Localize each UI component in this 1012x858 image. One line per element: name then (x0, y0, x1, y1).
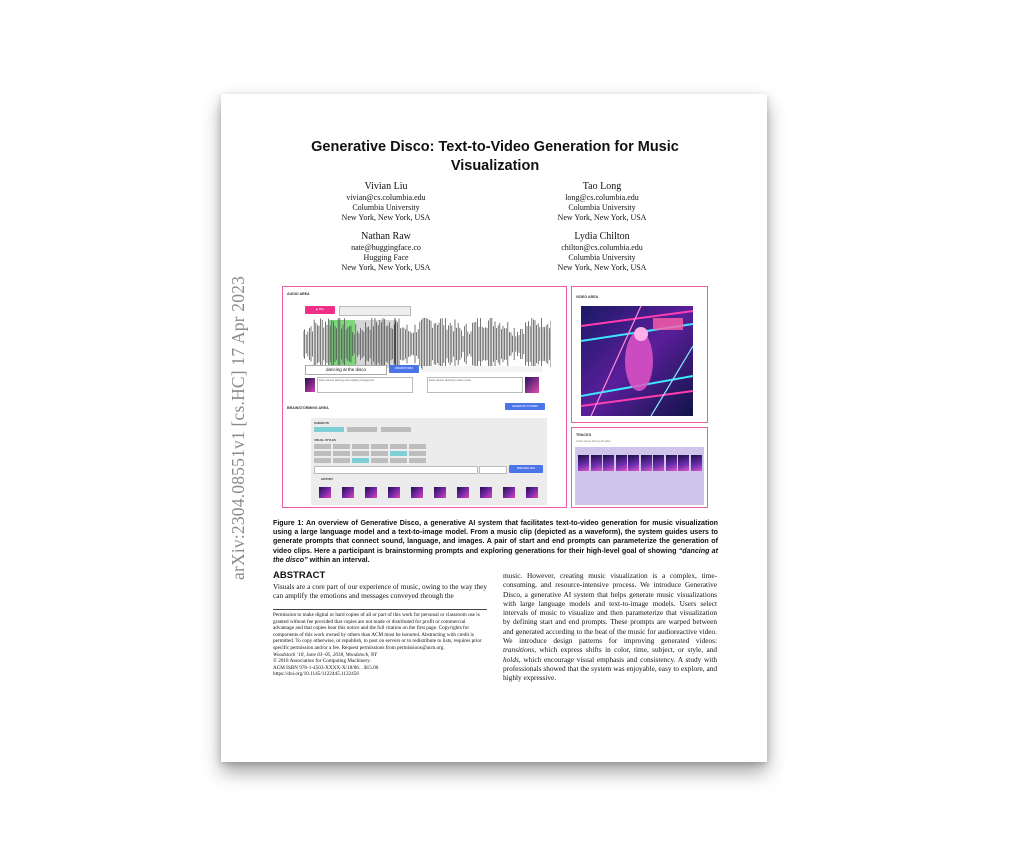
author-location: New York, New York, USA (557, 263, 647, 272)
copyright-footnote (273, 609, 487, 678)
history-thumbnail (457, 487, 469, 498)
author-block (532, 180, 672, 223)
style-chip (390, 451, 407, 456)
styles-label: VISUAL STYLES (314, 438, 336, 442)
style-chip (333, 458, 350, 463)
figure-caption (273, 519, 718, 565)
author-block (532, 230, 672, 273)
style-chip (371, 458, 388, 463)
track-frame (653, 455, 664, 471)
history-thumbnail (342, 487, 354, 498)
video-frame (581, 306, 693, 416)
history-thumbnail (411, 487, 423, 498)
track-frame (666, 455, 677, 471)
style-chip (371, 444, 388, 449)
history-thumbnail (503, 487, 515, 498)
author-location: New York, New York, USA (557, 213, 647, 222)
track-frame (691, 455, 702, 471)
venue-line: Woodstock ’18, June 03–05, 2018, Woodstock, NY (273, 651, 377, 658)
copyright-line: © 2018 Association for Computing Machinery. (273, 658, 371, 665)
track-lane (575, 447, 704, 505)
isbn-line: ACM ISBN 978-1-4503-XXXX-X/18/06…$15.00 (273, 664, 379, 671)
generate-stories-button: GENERATE STORIES (505, 403, 545, 410)
brainstorm-button: BRAINSTORM (389, 365, 419, 373)
start-prompt-field: Disco dancer dancing with a glittery background (317, 377, 413, 393)
author-name: Nathan Raw (361, 231, 411, 242)
subject-chip (347, 427, 377, 432)
style-chip (371, 451, 388, 456)
track-frame (603, 455, 614, 471)
author-name: Tao Long (582, 181, 622, 192)
style-chip (352, 451, 369, 456)
abstract-term-transitions: transitions (503, 645, 535, 655)
style-chip (314, 444, 331, 449)
history-thumbnail (480, 487, 492, 498)
abstract-term-holds: holds (503, 654, 519, 664)
track-frame (678, 455, 689, 471)
history-thumbnail (319, 487, 331, 498)
figure-ui-overview (282, 286, 708, 508)
interval-settings (423, 366, 543, 372)
subject-chip (314, 427, 344, 432)
author-affiliation: Columbia University (568, 253, 636, 262)
style-chip (352, 444, 369, 449)
doi-line: https://doi.org/10.1145/1122445.1122456 (273, 671, 359, 678)
author-block (316, 180, 456, 223)
history-thumbnail (365, 487, 377, 498)
audio-area-label: AUDIO AREA (287, 292, 310, 296)
play-button: ▶ Play (305, 306, 335, 314)
style-chip (333, 444, 350, 449)
end-frame-thumb (525, 377, 539, 393)
audio-brainstorm-panel (282, 286, 567, 508)
track-frame (628, 455, 639, 471)
author-affiliation: Hugging Face (363, 253, 409, 262)
style-chip (314, 451, 331, 456)
video-area-label: VIDEO AREA (576, 295, 599, 299)
tracks-panel (571, 427, 708, 508)
author-block (316, 230, 456, 273)
history-thumbnail (526, 487, 538, 498)
abstract-text: music. However, creating music visualization is a complex, time-consuming, and resource-intensive process. We introduce Generative Disco, a generative AI system that helps generate music visualizations with large language models and text-to-image models. Users select intervals of music to visualize and then parameterize that visualization by defining start and end prompts. These prompts are warped between and generated according to the beat of the music for audioreactive video. We introduce design patterns for improving generated videos: (503, 571, 717, 646)
track-frame (591, 455, 602, 471)
seed-input (479, 466, 507, 474)
start-frame-thumb (305, 378, 315, 392)
author-name: Vivian Liu (364, 181, 408, 192)
arxiv-stamp: arXiv:2304.08551v1 [cs.HC] 17 Apr 2023 (228, 275, 248, 580)
video-panel (571, 286, 708, 423)
author-name: Lydia Chilton (574, 231, 630, 242)
caption-end: within an interval. (309, 555, 370, 564)
end-prompt-field: Disco dancer dancing to disco music (427, 377, 523, 393)
style-chip (352, 458, 369, 463)
abstract-heading: ABSTRACT (273, 570, 326, 581)
author-email: vivian@cs.columbia.edu (346, 193, 426, 202)
subject-chip (381, 427, 411, 432)
play-button-label: Play (318, 308, 324, 311)
track-frame (578, 455, 589, 471)
author-email: long@cs.columbia.edu (565, 193, 639, 202)
caption-quote: “dancing at the disco” (273, 546, 718, 564)
tracks-label: TRACKS (576, 433, 591, 437)
tracks-prompt: A disco dancer dancing with glitter (576, 441, 611, 443)
caption-label: Figure 1: (273, 519, 304, 527)
author-location: New York, New York, USA (341, 213, 431, 222)
abstract-right (503, 571, 717, 683)
history-thumbnail (388, 487, 400, 498)
abstract-text: , which encourage visual emphasis and consistency. A study with professionals showed that the system was enjoyable, easy to explore, and highly expressive. (503, 654, 717, 683)
author-email: nate@huggingface.co (351, 243, 421, 252)
abstract-left: Visuals are a core part of our experience of music, owing to the way they can amplify the emotions and messages conveyed through the (273, 582, 487, 601)
style-chip (409, 451, 426, 456)
paper-title: Generative Disco: Text-to-Video Generation for Music Visualization (311, 139, 679, 174)
history-label: HISTORY (321, 477, 334, 481)
history-thumbnail (434, 487, 446, 498)
style-chip (314, 458, 331, 463)
subjects-label: SUBJECTS (314, 421, 329, 425)
style-chip (333, 451, 350, 456)
permission-notice: Permission to make digital or hard copies of all or part of this work for personal or classroom use is granted without fee provided that copies are not made or distributed for profit or commercial advantage and that copies bear this notice and the full citation on the first page. Copyrights for components of this work owned by others than ACM must be honored. Abstracting with credit is permitted. To copy otherwise, or republish, to post on servers or to redistribute to lists, requires prior specific permission and/or a fee. Request permissions from permissions@acm.org. (273, 612, 482, 651)
brainstorming-label: BRAINSTORMING AREA (287, 406, 329, 410)
style-chip (390, 458, 407, 463)
track-frame (641, 455, 652, 471)
track-frame (616, 455, 627, 471)
style-chip (390, 444, 407, 449)
author-affiliation: Columbia University (352, 203, 420, 212)
lyric-input: dancing at the disco (305, 365, 387, 375)
caption-text: An overview of Generative Disco, a generative AI system that facilitates text-to-video generation for music visualization using a large language model and a text-to-image model. From a music clip (depicted as a waveform), the system guides users to generate prompts that connect sound, language, and images. A pair of start and end prompts can parameterize the generation of video clips. Here a participant is brainstorming prompts and exploring generations for their high-level goal of showing (273, 519, 718, 555)
waveform (303, 318, 551, 370)
style-chip (409, 458, 426, 463)
preview-button: PREVIEW GEN (509, 465, 543, 473)
style-chip (409, 444, 426, 449)
prompt-input (314, 466, 478, 474)
brainstorm-box (311, 418, 547, 505)
author-location: New York, New York, USA (341, 263, 431, 272)
abstract-text: , which express shifts in color, time, subject, or style, and (534, 645, 717, 655)
author-affiliation: Columbia University (568, 203, 636, 212)
author-email: chilton@cs.columbia.edu (561, 243, 643, 252)
audio-toolbar (339, 306, 411, 316)
